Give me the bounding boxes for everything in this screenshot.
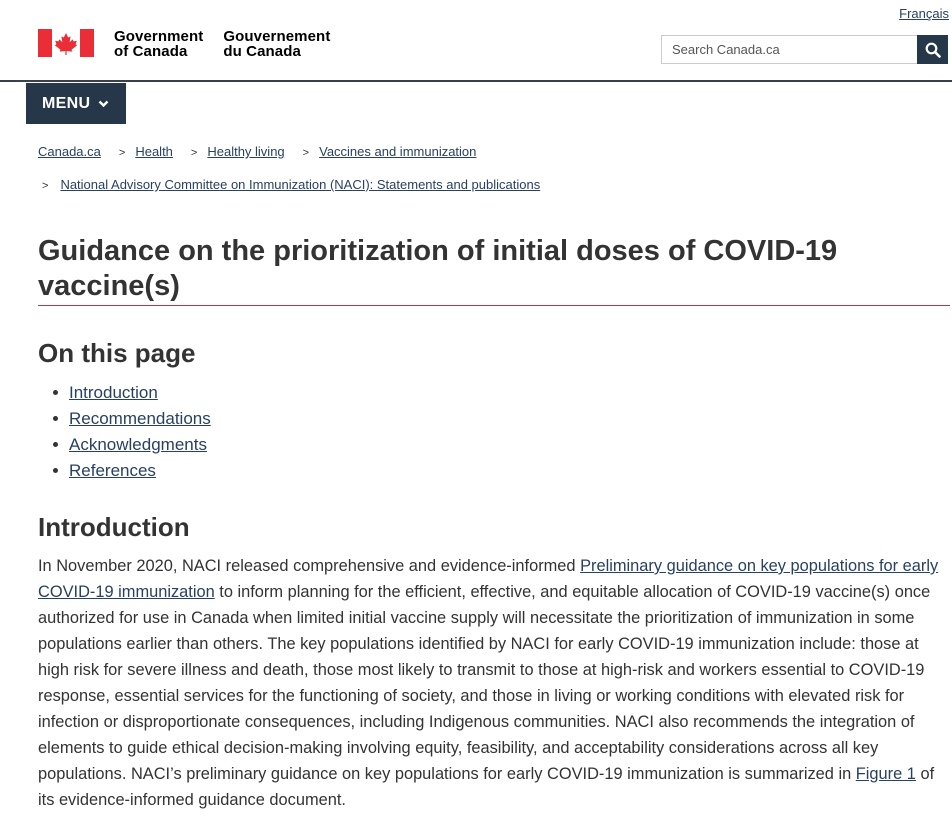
menu-label: MENU	[42, 94, 91, 112]
breadcrumb-item-healthy-living[interactable]: Healthy living	[207, 144, 285, 159]
intro-text-1: In November 2020, NACI released comprehensive and evidence-informed	[38, 557, 581, 575]
government-of-canada-brand[interactable]	[38, 29, 330, 59]
brand-french	[223, 29, 330, 59]
breadcrumb-item-health[interactable]: Health	[135, 144, 173, 159]
toc-item	[69, 432, 211, 458]
breadcrumb-item-naci[interactable]: National Advisory Committee on Immunization (NACI): Statements and publications	[60, 177, 541, 192]
breadcrumb	[38, 144, 476, 159]
header-divider	[0, 80, 952, 82]
introduction-heading: Introduction	[38, 512, 190, 542]
page-title: Guidance on the prioritization of initial doses of COVID-19 vaccine(s)	[38, 235, 838, 302]
search-icon	[925, 42, 941, 58]
title-underline	[38, 305, 950, 306]
toc-link-introduction[interactable]: Introduction	[69, 383, 158, 402]
brand-english	[114, 29, 203, 59]
menu-button[interactable]	[26, 83, 126, 124]
site-search	[661, 35, 948, 64]
toc-link-references[interactable]: References	[69, 461, 156, 480]
preliminary-guidance-link[interactable]: Preliminary guidance on key populations for early COVID-19 immunization	[38, 557, 939, 601]
breadcrumb-item-vaccines[interactable]: Vaccines and immunization	[319, 144, 477, 159]
toc-item	[69, 380, 211, 406]
intro-text-3: of its evidence-informed guidance document.	[38, 765, 935, 809]
brand-english-line1: Government	[114, 28, 204, 45]
breadcrumb-separator: >	[190, 147, 198, 159]
toc-link-recommendations[interactable]: Recommendations	[69, 409, 211, 428]
toc-item	[69, 406, 211, 432]
breadcrumb-separator: >	[118, 147, 126, 159]
toc-heading: On this page	[38, 338, 196, 368]
brand-french-line2: du Canada	[223, 43, 301, 60]
canada-flag-icon	[38, 29, 94, 57]
introduction-paragraph	[38, 553, 952, 813]
intro-text-2: to inform planning for the efficient, effective, and equitable allocation of COVID-19 vaccine(s) once authorized for use in Canada when limited initial vaccine supply will necessitate the prioritization of immunization in some populations earlier than others. The key populations identified by NACI for early COVID-19 immunization include: those at high risk for severe illness and death, those most likely to transmit to those at high-risk and workers essential to COVID-19 response, essential services for the functioning of society, and those in living or working conditions with elevated risk for infection or disproportionate consequences, including Indigenous communities. NACI also recommends the integration of elements to guide ethical decision-making involving equity, feasibility, and acceptability considerations across all key populations. NACI’s preliminary guidance on key populations for early COVID-19 immunization is summarized in	[38, 583, 931, 783]
brand-french-line1: Gouvernement	[223, 28, 331, 45]
figure-1-link[interactable]: Figure 1	[855, 765, 916, 783]
brand-english-line2: of Canada	[114, 43, 188, 60]
toc-list	[69, 380, 211, 484]
search-input[interactable]	[661, 35, 917, 64]
breadcrumb-row-2	[42, 177, 540, 192]
breadcrumb-separator: >	[302, 147, 310, 159]
toc-item	[69, 458, 211, 484]
chevron-down-icon	[98, 100, 109, 108]
breadcrumb-item-canada[interactable]: Canada.ca	[38, 144, 101, 159]
toc-link-acknowledgments[interactable]: Acknowledgments	[69, 435, 207, 454]
language-toggle-link[interactable]: Français	[899, 6, 949, 21]
breadcrumb-separator: >	[42, 180, 49, 192]
search-button[interactable]	[917, 35, 948, 64]
